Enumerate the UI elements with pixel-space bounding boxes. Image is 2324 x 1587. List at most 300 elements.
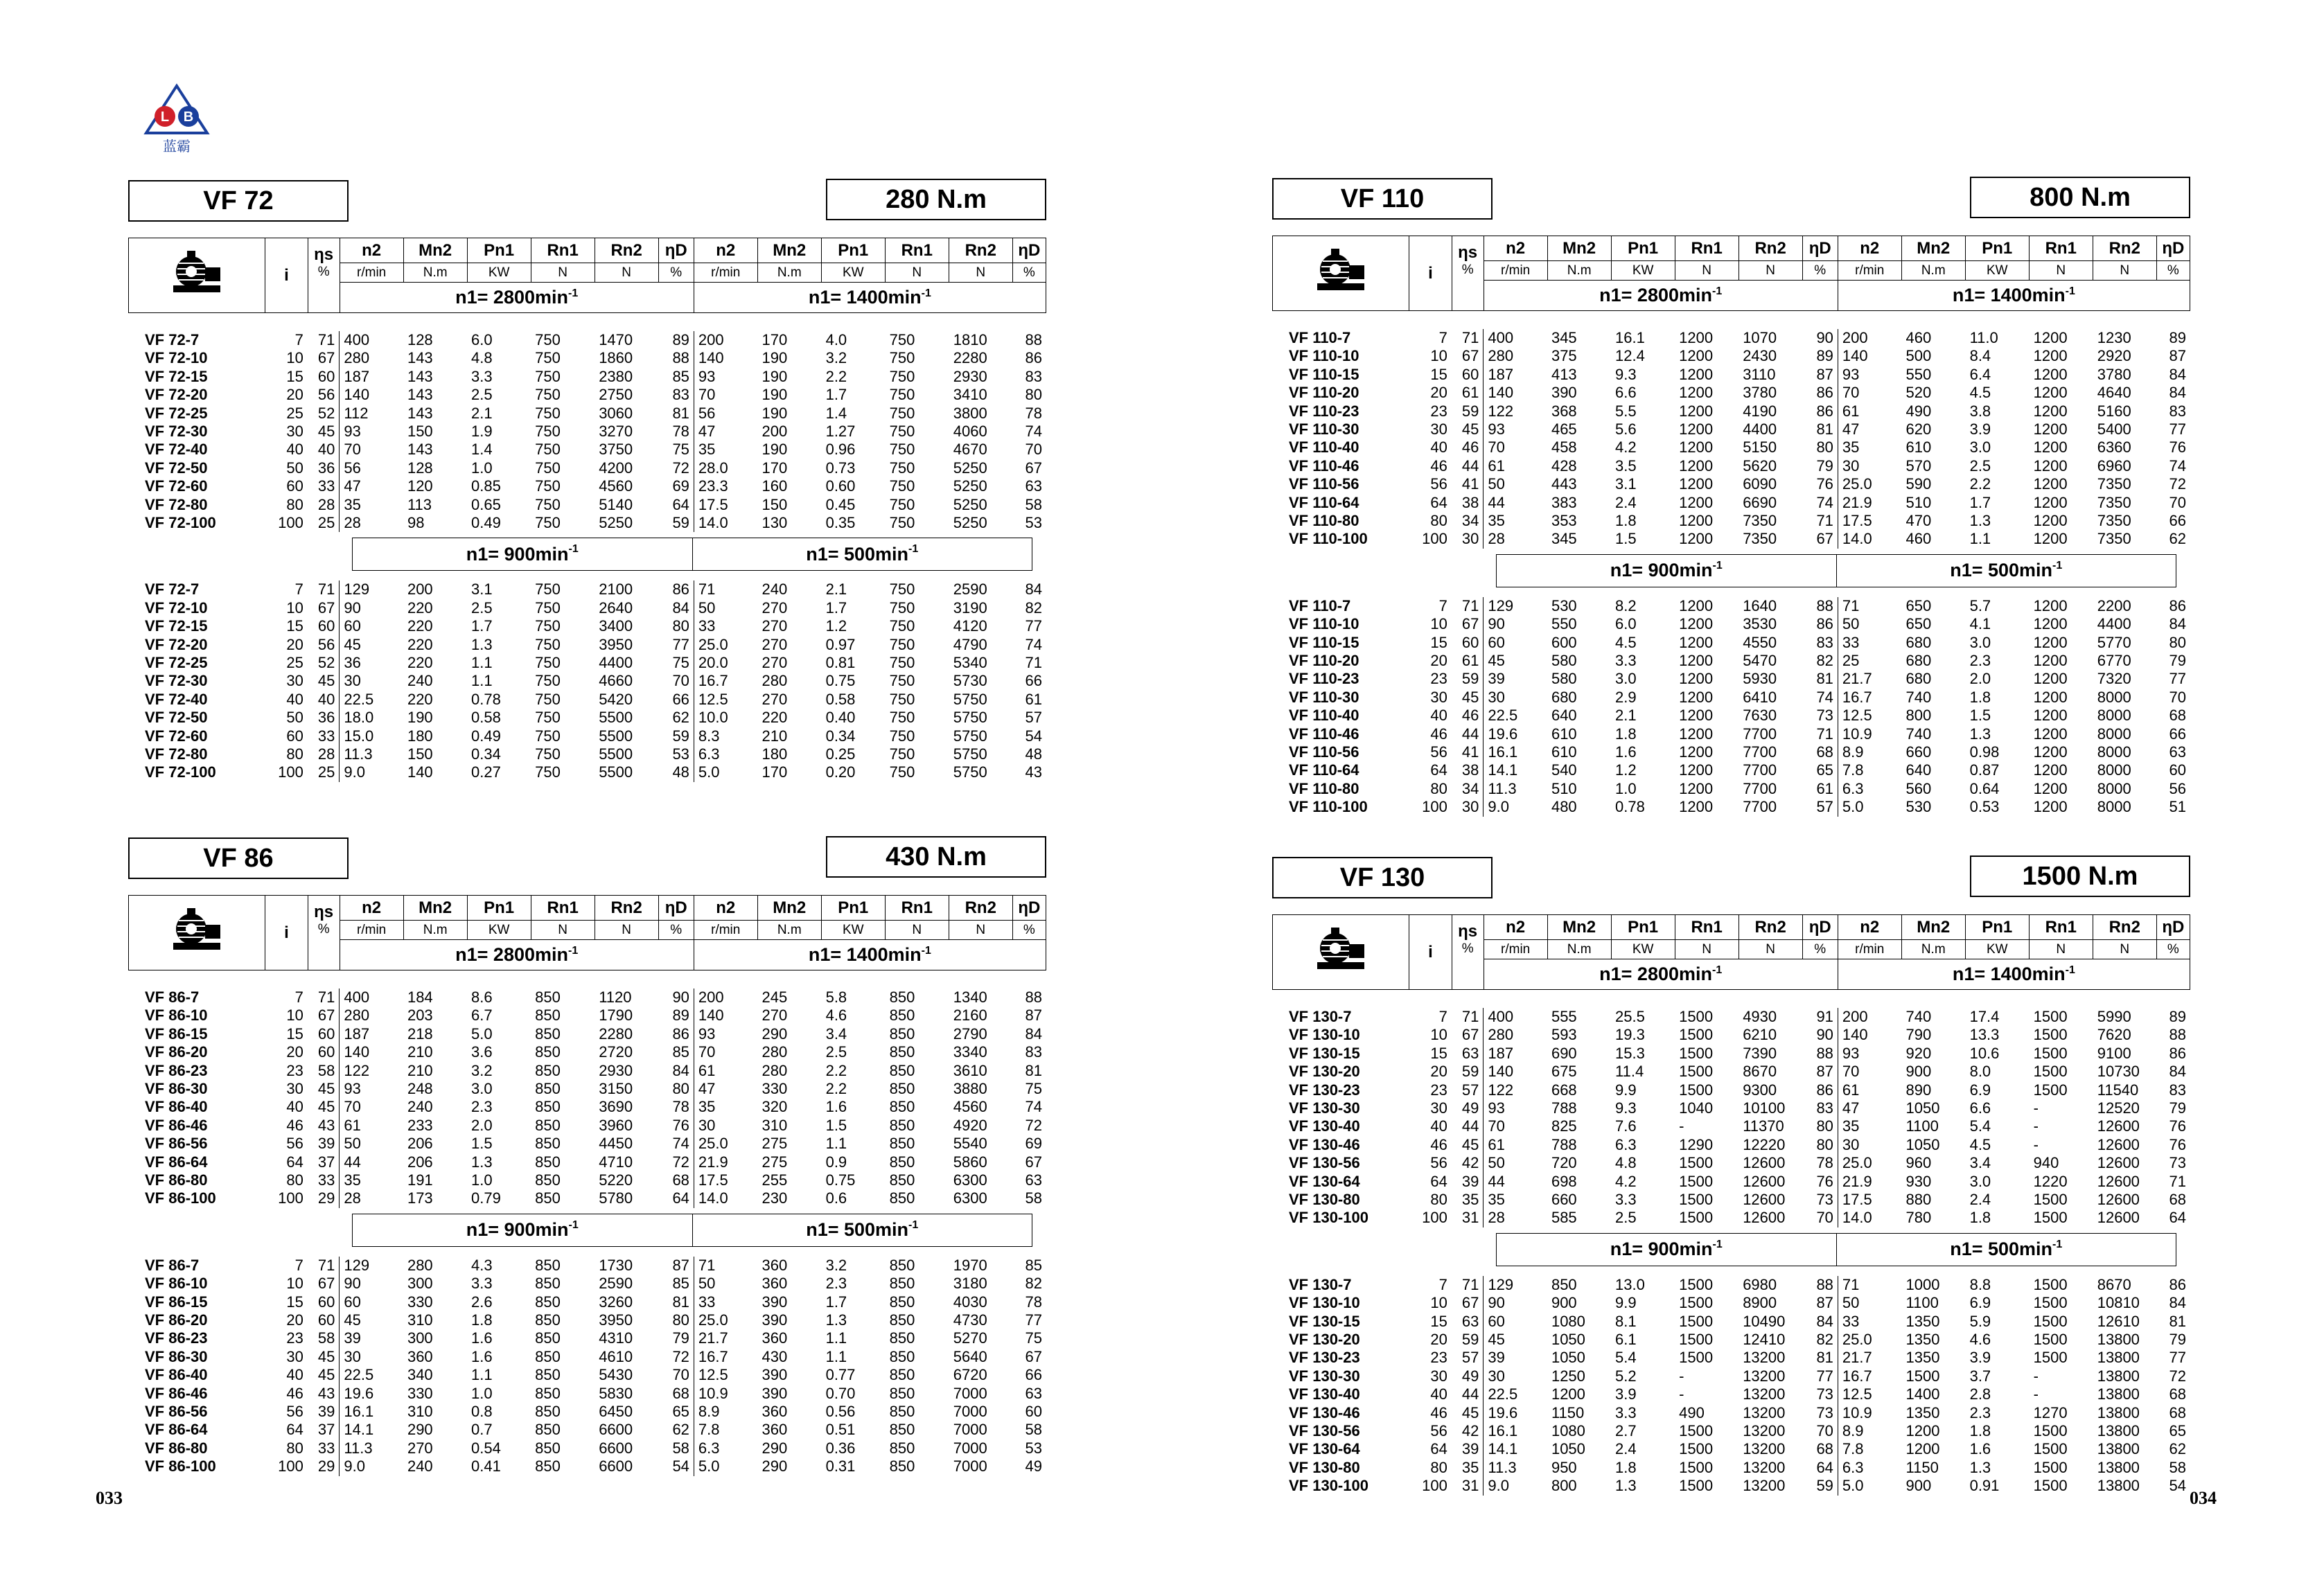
cell-mn2-b: 290 [762,1439,788,1457]
cell-n2-b: 61 [694,1062,757,1080]
cell-mn2: 140 [407,763,433,781]
cell-mn2: 143 [407,386,433,404]
cell-rn1: 1200 [1679,615,1714,633]
cell-mn2-b: 200 [762,423,788,441]
cell-mn2: 206 [407,1153,433,1171]
table-row [128,691,1046,709]
cell-n2-b: 140 [694,349,757,367]
cell-mn2-b: 290 [762,1025,788,1043]
cell-rn1: 750 [535,580,561,599]
cell-rn1: 850 [535,1007,561,1025]
cell-rn2-b: 12600 [2097,1154,2140,1172]
cell-eta-d-b: 83 [2169,402,2186,420]
cell-pn1-b: 8.8 [1969,1275,1991,1293]
table-row [128,386,1046,404]
col-header-pn1-b: Pn1 [821,896,885,921]
cell-eta-s: 44 [1461,725,1479,743]
cell-n2: 187 [340,1025,403,1043]
cell-mn2: 530 [1551,596,1577,614]
cell-pn1: 2.5 [1615,1209,1637,1227]
cell-rn1-b: 1200 [2033,761,2068,779]
cell-i: 80 [1430,779,1447,797]
cell-i: 23 [286,1061,303,1079]
cell-rn2: 6600 [599,1421,633,1439]
cell-eta-d: 53 [672,745,689,763]
cell-pn1: 1.6 [471,1329,493,1347]
cell-rn1: 1200 [1679,384,1714,402]
cell-pn1: 0.34 [471,745,501,763]
cell-i: 56 [1430,1422,1447,1440]
cell-model: VF 72-7 [145,580,200,599]
cell-rn1: 1500 [1679,1008,1714,1025]
cell-rn1-b: 1200 [2033,707,2068,725]
cell-model: VF 110-56 [1289,475,1359,493]
cell-rn1: 850 [535,1347,561,1365]
cell-pn1-b: 0.51 [825,1421,856,1439]
cell-pn1: 5.6 [1615,420,1637,438]
cell-model: VF 130-30 [1289,1099,1360,1117]
cell-pn1-b: 1.5 [825,1116,847,1134]
cell-eta-s: 30 [1461,798,1479,816]
cell-eta-d-b: 83 [2169,1081,2186,1099]
cell-pn1: 4.8 [1615,1154,1637,1172]
low-speed-header [352,538,1032,571]
cell-rn1-b: 750 [889,709,915,727]
cell-n2-b: 71 [694,1257,757,1275]
cell-mn2: 218 [407,1025,433,1043]
cell-n2-b: 12.5 [694,691,757,709]
cell-mn2-b: 245 [762,988,788,1006]
cell-eta-s: 71 [317,331,335,348]
cell-rn2-b: 1230 [2097,329,2131,346]
cell-rn2-b: 7350 [2097,530,2131,548]
unit-mn2: N.m [1547,940,1611,959]
cell-mn2: 1200 [1551,1385,1585,1403]
col-header-eta-s: ηs % [1452,915,1484,990]
cell-rn1-b: - [2033,1135,2039,1153]
cell-n2-b: 14.0 [694,1189,757,1207]
cell-pn1-b: 0.77 [825,1366,856,1384]
cell-i: 56 [1430,743,1447,761]
cell-n2-b: 12.5 [694,1366,757,1384]
cell-pn1-b: 1.1 [825,1347,847,1365]
col-header-mn2: Mn2 [403,238,467,263]
motor-icon-cell [129,238,265,313]
cell-model: VF 130-15 [1289,1312,1360,1330]
cell-rn2-b: 2590 [953,580,987,599]
cell-n2: 60 [1484,634,1547,652]
speed-header-900: n1= 900min $^{-1}$ [466,543,579,565]
cell-model: VF 130-15 [1289,1044,1360,1062]
cell-mn2: 180 [407,727,433,745]
cell-mn2: 850 [1551,1275,1577,1293]
cell-rn1: 850 [535,1025,561,1043]
table-row [1272,725,2190,743]
cell-pn1-b: 4.6 [1969,1331,1991,1349]
cell-rn2-b: 5750 [953,727,987,745]
cell-i: 46 [1430,725,1447,743]
cell-rn2: 4710 [599,1153,633,1171]
cell-pn1-b: 13.3 [1969,1026,2000,1044]
cell-model: VF 110-46 [1289,725,1359,743]
cell-rn1-b: 1500 [2033,1477,2068,1495]
cell-rn2-b: 10730 [2097,1063,2140,1081]
cell-eta-d-b: 58 [1025,1421,1042,1439]
cell-pn1-b: 0.34 [825,727,856,745]
cell-n2: 35 [1484,512,1547,530]
cell-n2: 129 [340,580,403,599]
cell-mn2: 585 [1551,1209,1577,1227]
cell-n2-b: 17.5 [1838,512,1901,530]
cell-rn2: 3530 [1743,615,1777,633]
cell-i: 15 [1430,633,1447,651]
cell-n2: 280 [340,349,403,367]
cell-n2: 45 [1484,1331,1547,1349]
col-header-pn1-b: Pn1 [1965,236,2029,261]
cell-pn1-b: 4.6 [825,1007,847,1025]
cell-rn2: 7700 [1743,743,1777,761]
cell-pn1-b: 3.4 [1969,1154,1991,1172]
cell-n2: 280 [1484,1026,1547,1044]
cell-n2-b: 25.0 [694,1135,757,1153]
cell-rn2-b: 1970 [953,1256,987,1274]
cell-mn2-b: 150 [762,495,788,513]
cell-rn2: 3690 [599,1098,633,1116]
cell-eta-s: 57 [1461,1349,1479,1367]
cell-eta-d: 59 [672,514,689,532]
cell-pn1-b: 3.9 [1969,420,1991,438]
cell-eta-d: 68 [1816,743,1833,761]
cell-mn2: 220 [407,635,433,653]
cell-rn1-b: 940 [2033,1154,2059,1172]
company-logo [142,83,211,156]
cell-eta-d: 67 [1816,530,1833,548]
cell-eta-d-b: 62 [2169,1440,2186,1458]
cell-eta-d-b: 79 [2169,1099,2186,1117]
cell-eta-s: 59 [1461,1331,1479,1349]
cell-rn2: 5500 [599,745,633,763]
unit-rn2-b: N [949,921,1012,940]
cell-mn2-b: 550 [1905,365,1932,383]
cell-n2: 16.1 [1484,743,1547,761]
col-header-rn1: Rn1 [531,238,595,263]
col-header-eta-d: ηD [658,896,694,921]
cell-eta-d-b: 85 [1025,1256,1042,1274]
cell-mn2-b: 190 [762,386,788,404]
cell-n2-b: 8.9 [694,1403,757,1421]
model-title: VF 72 [128,180,349,222]
svg-text:B: B [183,109,194,125]
cell-n2: 140 [1484,1063,1547,1081]
cell-eta-d-b: 54 [2169,1477,2186,1495]
cell-pn1: 0.8 [471,1403,493,1421]
cell-eta-d: 71 [1816,725,1833,743]
cell-n2-b: 12.5 [1838,1385,1901,1403]
table-row [128,441,1046,459]
data-table-lower [128,1257,1046,1476]
cell-rn1: 750 [535,727,561,745]
cell-rn2-b: 4730 [953,1311,987,1329]
cell-mn2: 600 [1551,633,1577,651]
cell-eta-d: 73 [1816,707,1833,725]
col-header-rn2: Rn2 [1738,236,1802,261]
table-row [1272,1099,2190,1117]
unit-n2-b: r/min [1838,261,1901,281]
cell-pn1-b: 0.31 [825,1457,856,1475]
cell-eta-s: 45 [1461,688,1479,706]
cell-i: 7 [294,988,303,1006]
cell-rn1: 750 [535,441,561,459]
cell-mn2: 240 [407,672,433,690]
cell-rn1: 1200 [1679,596,1714,614]
cell-model: VF 86-20 [145,1043,208,1061]
cell-mn2: 668 [1551,1081,1577,1099]
cell-pn1: 0.41 [471,1457,501,1475]
cell-pn1: 8.2 [1615,596,1637,614]
cell-i: 100 [1422,798,1447,816]
cell-eta-s: 67 [1461,347,1479,365]
unit-pn1-b: KW [821,921,885,940]
cell-pn1: 1.1 [471,672,493,690]
cell-i: 80 [286,745,303,763]
cell-mn2-b: 560 [1905,779,1932,797]
cell-pn1: 2.3 [471,1098,493,1116]
cell-eta-s: 28 [317,495,335,513]
cell-rn2: 3400 [599,617,633,635]
table-row [1272,1385,2190,1403]
cell-pn1-b: 1.1 [1969,530,1991,548]
page-number-left: 033 [96,1488,123,1508]
table-row [1272,1349,2190,1367]
cell-pn1: 1.3 [1615,1477,1637,1495]
cell-n2-b: 16.7 [1838,689,1901,707]
cell-rn1-b: 750 [889,727,915,745]
cell-rn2-b: 5160 [2097,402,2131,420]
cell-rn1-b: 850 [889,1403,915,1421]
cell-pn1: 1.5 [1615,530,1637,548]
col-header-i: i [265,238,308,313]
cell-pn1: 2.5 [471,386,493,404]
cell-model: VF 72-40 [145,441,208,459]
cell-i: 20 [1430,1063,1447,1081]
cell-n2-b: 5.0 [694,763,757,781]
table-row [1272,689,2190,707]
cell-rn1-b: 750 [889,404,915,422]
cell-rn2-b: 12600 [2097,1135,2140,1153]
cell-eta-s: 52 [317,404,335,422]
unit-rn2-b: N [2093,261,2156,281]
cell-rn1: 850 [535,1061,561,1079]
cell-rn2-b: 3800 [953,404,987,422]
cell-mn2-b: 360 [762,1256,788,1274]
motor-icon-cell [129,896,265,970]
cell-eta-s: 31 [1461,1209,1479,1227]
cell-model: VF 72-10 [145,599,208,617]
cell-rn1-b: 850 [889,1061,915,1079]
data-table-upper [128,988,1046,1208]
cell-mn2: 465 [1551,420,1577,438]
cell-eta-d-b: 70 [2169,493,2186,511]
cell-n2: 22.5 [340,1366,403,1384]
cell-eta-d-b: 87 [1025,1007,1042,1025]
cell-i: 15 [1430,1312,1447,1330]
cell-eta-d-b: 88 [1025,331,1042,348]
cell-pn1-b: 0.60 [825,477,856,495]
cell-rn1-b: 1500 [2033,1026,2068,1044]
cell-eta-d: 88 [1816,1044,1833,1062]
cell-pn1: 3.1 [1615,475,1637,493]
col-header-eta-d-b: ηD [2156,236,2190,261]
cell-eta-s: 25 [317,514,335,532]
cell-eta-s: 60 [317,1311,335,1329]
cell-rn1-b: - [2033,1099,2039,1117]
cell-n2-b: 93 [1838,1045,1901,1063]
cell-mn2: 190 [407,709,433,727]
col-header-pn1: Pn1 [467,238,531,263]
speed-header-500: n1= 500min $^{-1}$ [692,538,1032,570]
cell-model: VF 86-20 [145,1311,208,1329]
cell-i: 60 [286,477,303,495]
cell-i: 15 [286,1025,303,1043]
cell-i: 7 [294,580,303,599]
cell-rn2-b: 3610 [953,1061,987,1079]
cell-rn1-b: 850 [889,1329,915,1347]
cell-rn1-b: 850 [889,1275,915,1293]
table-row [1272,1154,2190,1172]
table-row [1272,402,2190,420]
cell-rn2-b: 2930 [953,367,987,385]
cell-n2: 14.1 [1484,761,1547,779]
col-header-rn2: Rn2 [1738,915,1802,940]
cell-eta-s: 30 [1461,530,1479,548]
cell-eta-d-b: 72 [1025,1116,1042,1134]
cell-rn2: 4550 [1743,633,1777,651]
cell-mn2: 128 [407,331,433,348]
table-row [1272,1191,2190,1209]
cell-eta-d: 80 [1816,1117,1833,1135]
cell-rn2-b: 3190 [953,599,987,617]
cell-n2-b: 10.9 [1838,1404,1901,1422]
cell-eta-d: 86 [672,1025,689,1043]
cell-i: 7 [1438,596,1447,614]
cell-rn1: 1500 [1679,1063,1714,1081]
cell-mn2-b: 800 [1905,707,1932,725]
col-header-i: i [1409,915,1452,990]
cell-pn1: 2.1 [471,404,493,422]
cell-pn1-b: 1.8 [1969,1422,1991,1440]
cell-mn2-b: 650 [1905,596,1932,614]
cell-pn1-b: 2.5 [825,1043,847,1061]
table-row [128,636,1046,654]
cell-n2-b: 25.0 [694,636,757,654]
cell-pn1: 1.8 [471,1311,493,1329]
cell-rn2-b: 13800 [2097,1477,2140,1495]
cell-rn2-b: 13800 [2097,1422,2140,1440]
cell-model: VF 110-100 [1289,530,1368,548]
cell-eta-s: 36 [317,459,335,477]
cell-n2: 14.1 [1484,1440,1547,1458]
cell-i: 64 [286,1153,303,1171]
cell-rn1-b: 750 [889,367,915,385]
cell-n2: 60 [1484,1313,1547,1331]
cell-rn1-b: 850 [889,1384,915,1402]
cell-mn2-b: 900 [1905,1477,1932,1495]
col-header-rn2-b: Rn2 [949,238,1012,263]
cell-eta-s: 45 [317,423,335,441]
table-row [128,1457,1046,1475]
cell-mn2: 270 [407,1439,433,1457]
cell-rn1: 850 [535,1384,561,1402]
cell-rn1-b: 1200 [2033,438,2068,456]
table-row [128,1189,1046,1207]
cell-i: 7 [1438,329,1447,346]
cell-pn1: 5.2 [1615,1367,1637,1385]
cell-rn1: 850 [535,1311,561,1329]
col-header-eta-s: ηs % [1452,236,1484,311]
cell-rn1: 1200 [1679,761,1714,779]
cell-rn2: 13200 [1743,1385,1786,1403]
cell-eta-d: 62 [672,1421,689,1439]
cell-pn1-b: 0.56 [825,1403,856,1421]
cell-eta-d: 72 [672,1153,689,1171]
cell-rn1: 750 [535,459,561,477]
cell-eta-d-b: 66 [2169,512,2186,530]
cell-eta-s: 31 [1461,1477,1479,1495]
cell-rn1-b: 750 [889,423,915,441]
cell-mn2-b: 490 [1905,402,1932,420]
cell-pn1-b: 6.6 [1969,1099,1991,1117]
col-header-n2: n2 [1484,915,1547,940]
table-row [128,1275,1046,1293]
model-title: VF 110 [1272,178,1493,220]
cell-model: VF 130-100 [1289,1209,1368,1227]
cell-rn2: 2750 [599,386,633,404]
cell-eta-d: 78 [672,423,689,441]
cell-i: 100 [1422,1209,1447,1227]
cell-mn2-b: 270 [762,654,788,672]
cell-eta-d-b: 64 [2169,1209,2186,1227]
cell-rn1-b: 1500 [2033,1063,2068,1081]
cell-rn1-b: 1200 [2033,779,2068,797]
cell-rn2-b: 8000 [2097,707,2131,725]
cell-n2: 11.3 [340,1439,403,1457]
cell-pn1-b: 0.40 [825,709,856,727]
cell-n2: 44 [1484,494,1547,512]
table-row [128,745,1046,763]
cell-model: VF 86-46 [145,1116,208,1134]
cell-n2-b: 70 [1838,384,1901,402]
speed-header-2800: $n1= 2800\min^{-1}$ [340,940,694,970]
cell-rn2: 4660 [599,672,633,690]
cell-rn1-b: 1200 [2033,615,2068,633]
cell-eta-s: 25 [317,763,335,781]
cell-pn1-b: 1.3 [1969,1458,1991,1476]
cell-mn2-b: 890 [1905,1081,1932,1099]
cell-pn1-b: 10.6 [1969,1044,2000,1062]
cell-rn2: 2380 [599,367,633,385]
cell-rn2: 12220 [1743,1135,1786,1153]
cell-n2: 28 [1484,1209,1547,1227]
cell-model: VF 110-23 [1289,670,1359,688]
cell-n2-b: 47 [694,423,757,441]
cell-eta-s: 43 [317,1384,335,1402]
cell-eta-d: 91 [1816,1008,1833,1025]
cell-model: VF 72-100 [145,514,216,532]
cell-eta-d: 59 [672,727,689,745]
unit-rn1-b: N [2029,940,2093,959]
cell-eta-d: 75 [672,654,689,672]
cell-rn2: 2720 [599,1043,633,1061]
